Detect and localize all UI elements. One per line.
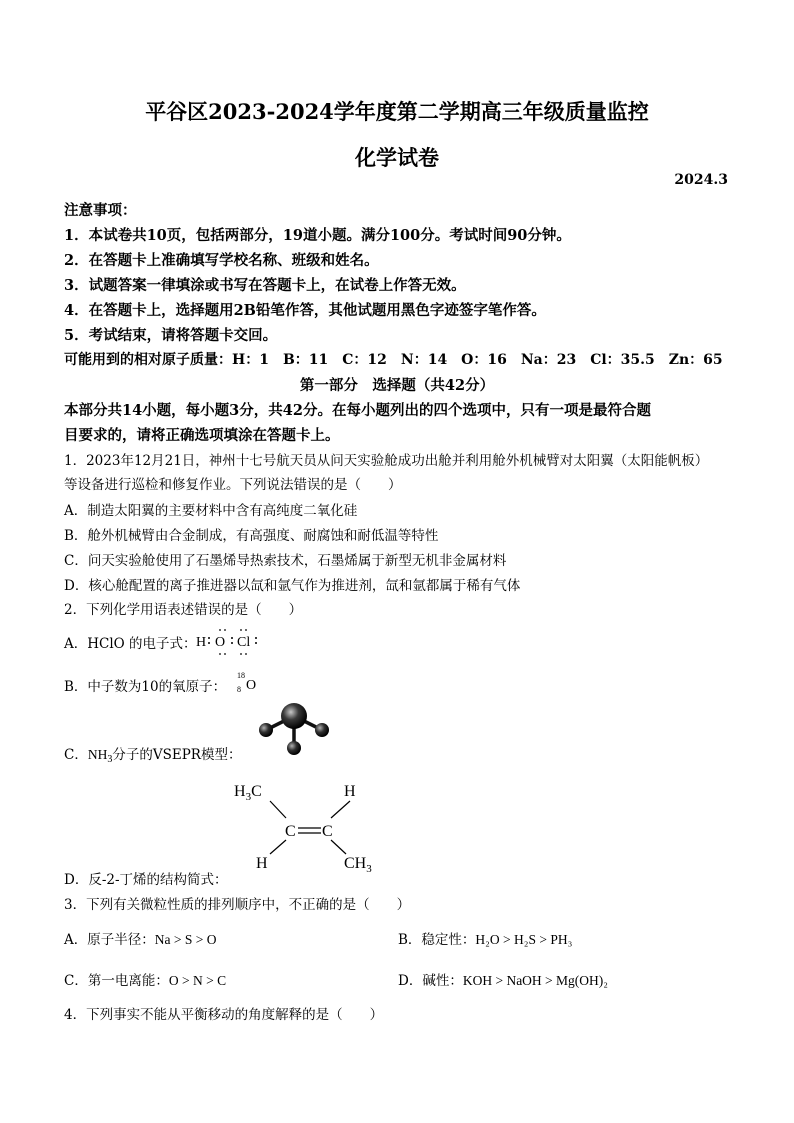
q1-stem-line1: 1．2023年12月21日，神州十七号航天员从问天实验舱成功出舱并利用舱外机械臂对太阳翼（太阳能帆板） (64, 453, 709, 469)
q3-option-a-expr: Na > S > O (154, 932, 217, 947)
nh3-formula: NH (87, 747, 108, 762)
q2-option-d-label: D．反-2-丁烯的结构简式： (64, 872, 228, 888)
q3-option-d-expr: KOH > NaOH > Mg(OH)₂ (462, 973, 608, 988)
oxygen-symbol: O (246, 678, 257, 693)
hclo-cl-symbol: Cl (237, 635, 251, 650)
hclo-electron-dot-formula (194, 624, 274, 660)
q2-option-c-suffix: 分子的VSEPR模型： (112, 747, 242, 763)
q3-option-d-label: D．碱性： (398, 973, 463, 989)
structure-bonds (270, 801, 350, 854)
note-item-4: 4．在答题卡上，选择题用2B铅笔作答，其他试题用黑色字迹签字笔作答。 (64, 302, 546, 319)
q3-option-b-expr: H₂O > H₂S > PH₃ (475, 932, 573, 947)
q2-stem: 2．下列化学用语表述错误的是（ ） (64, 602, 303, 618)
exam-subtitle: 化学试卷 (355, 145, 439, 170)
oxygen-isotope-notation (230, 668, 264, 698)
q1-option-d: D．核心舱配置的离子推进器以氙和氩气作为推进剂，氙和氩都属于稀有气体 (64, 578, 521, 594)
h-bottom-left: H (256, 855, 268, 872)
part1-intro-line1: 本部分共14小题，每小题3分，共42分。在每小题列出的四个选项中，只有一项是最符合题 (64, 402, 651, 419)
h-atom-ball (315, 723, 329, 737)
ch3-bottom-right: $CH_3$ (344, 855, 372, 875)
q1-stem-line2: 等设备进行巡检和修复作业。下列说法错误的是（ ） (64, 477, 402, 493)
atomic-number: 8 (237, 685, 241, 694)
carbon-1: C (285, 823, 296, 840)
q3-option-b-label: B．稳定性： (398, 932, 476, 948)
carbon-2: C (322, 823, 333, 840)
q1-option-a: A．制造太阳翼的主要材料中含有高纯度二氧化硅 (64, 503, 358, 519)
note-item-3: 3．试题答案一律填涂或书写在答题卡上，在试卷上作答无效。 (64, 277, 466, 294)
ch3-top-left: $H_3C$ (234, 783, 262, 803)
q2-option-c-label (64, 743, 241, 765)
q3-option-a (64, 928, 216, 948)
notes-heading: 注意事项： (64, 202, 137, 219)
q3-option-d (398, 969, 608, 989)
hclo-o-symbol: O (215, 635, 226, 650)
q1-option-c: C．问天实验舱使用了石墨烯导热索技术，石墨烯属于新型无机非金属材料 (64, 553, 507, 569)
exam-date: 2024.3 (674, 172, 728, 188)
note-item-2: 2．在答题卡上准确填写学校名称、班级和姓名。 (64, 252, 379, 269)
q3-option-c (64, 969, 226, 989)
q4-stem: 4．下列事实不能从平衡移动的角度解释的是（ ） (64, 1007, 384, 1023)
q2-option-b-label: B．中子数为10的氧原子： (64, 679, 227, 695)
trans-2-butene-structure (228, 776, 388, 880)
nh3-vsepr-model-image (252, 698, 342, 758)
mass-number: 18 (237, 671, 245, 680)
q3-stem: 3．下列有关微粒性质的排列顺序中，不正确的是（ ） (64, 897, 411, 913)
exam-title: 平谷区2023-2024学年度第二学期高三年级质量监控 (145, 99, 649, 124)
hclo-h-symbol: H (196, 635, 207, 650)
h-top-right: H (344, 783, 356, 800)
note-item-5: 5．考试结束，请将答题卡交回。 (64, 327, 278, 344)
q1-option-b: B．舱外机械臂由合金制成，有高强度、耐腐蚀和耐低温等特性 (64, 528, 439, 544)
q3-option-c-label: C．第一电离能： (64, 973, 169, 989)
q2-option-a-label: A．HClO 的电子式： (64, 636, 197, 652)
nh3-subscript: 3 (107, 754, 113, 765)
h-atom-ball (287, 741, 301, 755)
part1-intro-line2: 目要求的，请将正确选项填涂在答题卡上。 (64, 427, 340, 444)
n-atom-ball (281, 703, 307, 729)
q3-option-b (398, 928, 572, 948)
part1-heading: 第一部分 选择题（共42分） (299, 377, 495, 394)
h-atom-ball (259, 723, 273, 737)
q3-option-a-label: A．原子半径： (64, 932, 155, 948)
atomic-mass-line: 可能用到的相对原子质量：H：1 B：11 C：12 N：14 O：16 Na：23 Cl：35.5 Zn：65 (64, 352, 723, 368)
q3-option-c-expr: O > N > C (168, 973, 227, 988)
note-item-1: 1．本试卷共10页，包括两部分，19道小题。满分100分。考试时间90分钟。 (64, 227, 571, 244)
q2-option-c-prefix: C． (64, 747, 88, 763)
